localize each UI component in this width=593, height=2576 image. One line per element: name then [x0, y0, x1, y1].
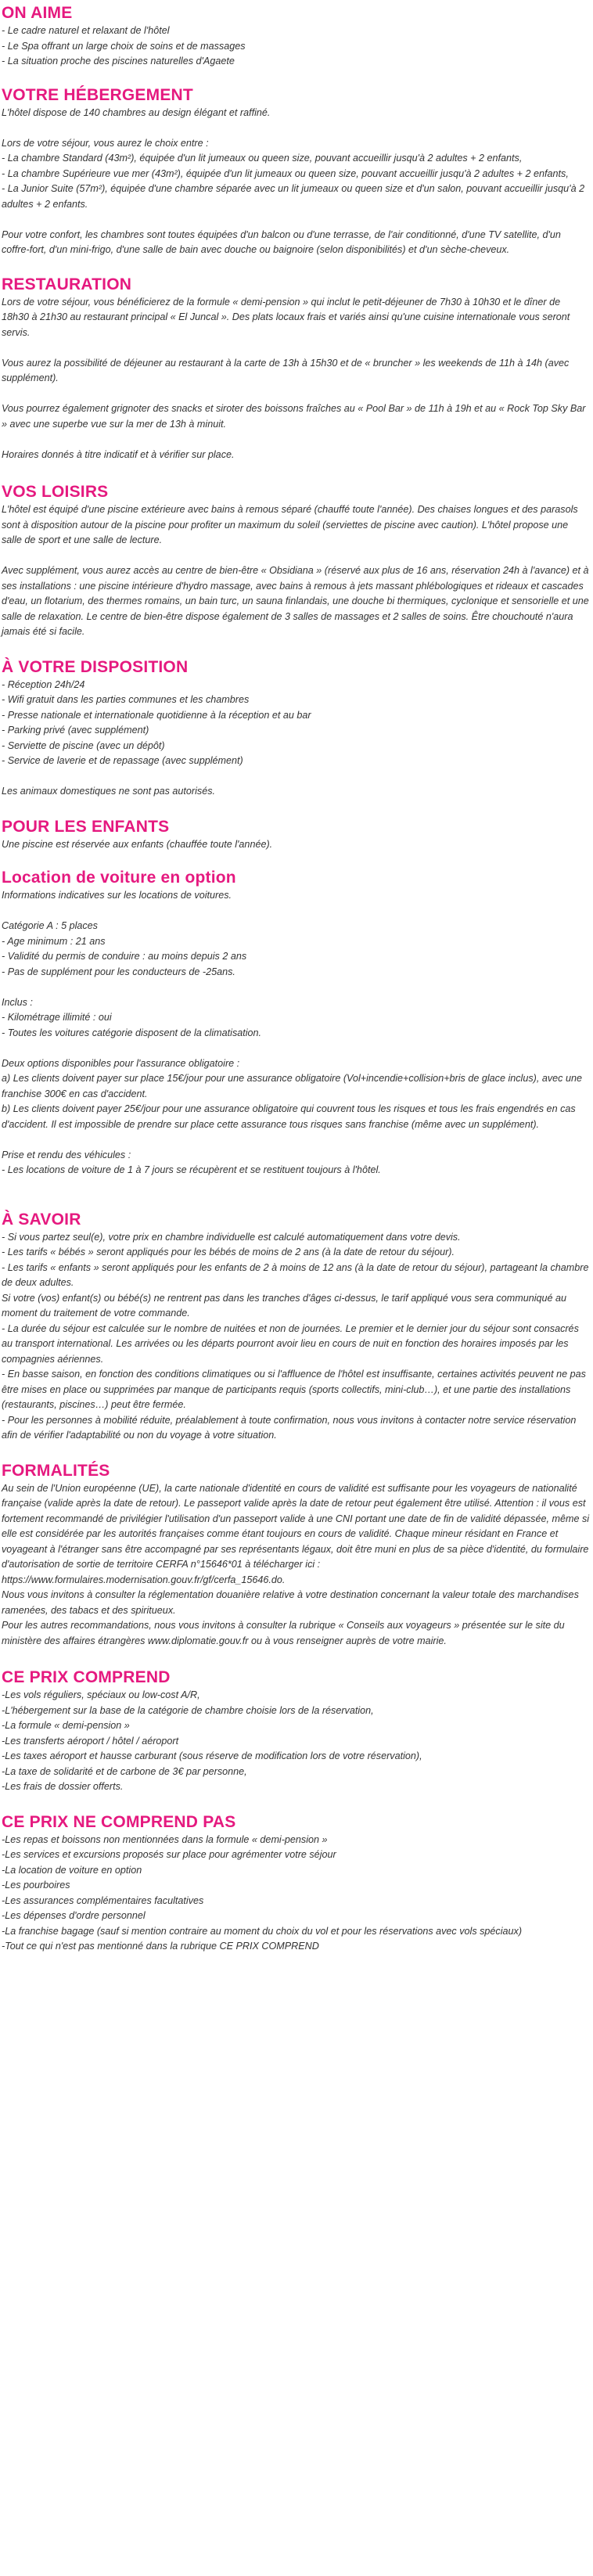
text-line: - Le cadre naturel et relaxant de l'hôtel [2, 25, 170, 36]
section-heading-formalites: FORMALITÉS [2, 1461, 110, 1480]
text-line: - Service de laverie et de repassage (avec supplément) [2, 755, 243, 766]
blank-line [2, 212, 590, 228]
section-heading-enfants: POUR LES ENFANTS [2, 817, 170, 836]
section-spacer [2, 1178, 590, 1210]
section-body-ne-comprend [2, 1833, 590, 1955]
text-line: a) Les clients doivent payer sur place 15€/jour pour une assurance obligatoire (Vol+incendie+collision+bris de glace inclus), avec une franchise 300€ en cas d'accident. [2, 1073, 582, 1099]
text-line: Lors de votre séjour, vous aurez le choix entre : [2, 137, 209, 149]
text-line: -Les dépenses d'ordre personnel [2, 1910, 146, 1921]
text-line: Vous aurez la possibilité de déjeuner au restaurant à la carte de 13h à 15h30 et de « bruncher » les weekends de 11h à 14h (avec supplément). [2, 357, 570, 383]
text-line: Avec supplément, vous aurez accès au centre de bien-être « Obsidiana » (réservé aux plus de 16 ans, réservation 24h à l'avance) et à ses installations : une piscine intérieure d'hydro massage, avec bains à remous à jets massant phlébologiques et rideaux et cascades d'eau, un flotarium, des thermes romains, un bain turc, un sauna finlandais, une douche bi thermiques, cyclonique et sensorielle et une salle de relaxation. Le centre de bien-être dispose également de 3 salles de massages et 2 salles de soins. Être chouchouté n'aura jamais été si facile. [2, 565, 589, 637]
section-spacer [2, 462, 590, 482]
section-ne-comprend [2, 1812, 590, 1955]
text-line: -Les services et excursions proposés sur place pour agrémenter votre séjour [2, 1849, 336, 1860]
section-spacer [2, 852, 590, 868]
section-heading-on-aime: ON AIME [2, 4, 73, 22]
section-location [2, 868, 590, 1210]
text-line: - Presse nationale et internationale quotidienne à la réception et au bar [2, 709, 311, 721]
section-spacer [2, 70, 590, 85]
text-line: L'hôtel dispose de 140 chambres au design élégant et raffiné. [2, 106, 271, 118]
text-line: - Les tarifs « bébés » seront appliqués pour les bébés de moins de 2 ans (à la date de retour du séjour). [2, 1247, 455, 1257]
blank-line [2, 1041, 590, 1056]
text-line: - La chambre Supérieure vue mer (43m²), équipée d'un lit jumeaux ou queen size, pouvant accueillir jusqu'à 2 adultes + 2 enfants, [2, 167, 569, 179]
text-line: - Réception 24h/24 [2, 678, 85, 690]
section-heading-location: Location de voiture en option [2, 869, 236, 887]
text-line: - En basse saison, en fonction des conditions climatiques ou si l'affluence de l'hôtel est insuffisante, certaines activités peuvent ne pas être mises en place ou supprimées par manque de participants requis (sports collectifs, mini-club…), et une partie des installations (restaurants, piscines…) peut être fermée. [2, 1369, 586, 1410]
blank-line [2, 980, 590, 995]
text-line: -Les transferts aéroport / hôtel / aéroport [2, 1735, 179, 1747]
section-body-comprend [2, 1688, 590, 1795]
blank-line [2, 769, 590, 785]
blank-line [2, 1132, 590, 1148]
text-line: - Pas de supplément pour les conducteurs de -25ans. [2, 966, 235, 977]
section-body-location [2, 888, 590, 1178]
text-line: b) Les clients doivent payer 25€/jour pour une assurance obligatoire qui couvrent tous les risques et tous les frais engendrés en cas d'accident. Il est impossible de prendre sur place cette assurance tous risques sans franchise (même avec un supplément). [2, 1103, 576, 1130]
section-spacer [2, 1649, 590, 1668]
section-heading-savoir: À SAVOIR [2, 1210, 81, 1229]
section-heading-loisirs: VOS LOISIRS [2, 483, 109, 501]
text-line: Une piscine est réservée aux enfants (chauffée toute l'année). [2, 838, 273, 850]
section-body-disposition [2, 678, 590, 800]
blank-line [2, 121, 590, 136]
text-line: - La durée du séjour est calculée sur le nombre de nuitées et non de journées. Le premier et le dernier jour du séjour sont consacrés au transport international. Les arrivées ou les départs pourront avoir lieu en cours de nuit en fonction des horaires imposés par les compagnies aériennes. [2, 1322, 579, 1365]
text-line: -Les pourboires [2, 1880, 70, 1891]
blank-line [2, 387, 590, 402]
text-line: Pour les autres recommandations, nous vous invitons à consulter la rubrique « Conseils aux voyageurs » présentée sur le site du ministère des affaires étrangères www.diplomatie.gouv.fr ou à vous renseigner auprès de votre mairie. [2, 1620, 565, 1646]
text-line: Catégorie A : 5 places [2, 920, 98, 931]
section-spacer [2, 640, 590, 657]
blank-line [2, 432, 590, 448]
section-heading-hebergement: VOTRE HÉBERGEMENT [2, 85, 193, 104]
text-line: -Les vols réguliers, spéciaux ou low-cost A/R, [2, 1689, 200, 1700]
text-line: - Parking privé (avec supplément) [2, 725, 149, 736]
section-body-hebergement [2, 106, 590, 258]
section-body-restauration [2, 295, 590, 463]
text-line: -Les assurances complémentaires facultatives [2, 1894, 204, 1906]
text-line: - Les locations de voiture de 1 à 7 jours se récupèrent et se restituent toujours à l'hôtel. [2, 1164, 381, 1175]
section-spacer [2, 1444, 590, 1461]
section-spacer [2, 1795, 590, 1812]
text-line: - Kilométrage illimité : oui [2, 1012, 112, 1023]
text-line: - Le Spa offrant un large choix de soins et de massages [2, 40, 246, 52]
text-line: Deux options disponibles pour l'assurance obligatoire : [2, 1057, 240, 1069]
text-line: - La situation proche des piscines naturelles d'Agaete [2, 56, 235, 67]
text-line: Nous vous invitons à consulter la réglementation douanière relative à votre destination concernant la valeur totale des marchandises ramenées, des tabacs et des spiritueux. [2, 1589, 579, 1616]
section-savoir [2, 1210, 590, 1461]
text-line: -La formule « demi-pension » [2, 1720, 130, 1731]
section-loisirs [2, 482, 590, 657]
text-line: Lors de votre séjour, vous bénéficierez de la formule « demi-pension » qui inclut le petit-déjeuner de 7h30 à 10h30 et le dîner de 18h30 à 21h30 au restaurant principal « El Juncal ». Des plats locaux frais et variés ainsi qu'une cuisine internationale vous seront servis. [2, 296, 570, 338]
text-line: -La taxe de solidarité et de carbone de 3€ par personne, [2, 1765, 247, 1777]
text-line: - Serviette de piscine (avec un dépôt) [2, 739, 165, 751]
text-line: Inclus : [2, 996, 33, 1008]
text-line: - La chambre Standard (43m²), équipée d'un lit jumeaux ou queen size, pouvant accueillir jusqu'à 2 adultes + 2 enfants, [2, 153, 523, 164]
blank-line [2, 904, 590, 919]
text-line: - Age minimum : 21 ans [2, 935, 106, 947]
section-disposition [2, 657, 590, 817]
text-line: - Si vous partez seul(e), votre prix en chambre individuelle est calculé automatiquement dans votre devis. [2, 1231, 461, 1243]
text-line: -Les repas et boissons non mentionnées dans la formule « demi-pension » [2, 1833, 328, 1845]
section-body-savoir [2, 1230, 590, 1444]
section-restauration [2, 275, 590, 483]
text-line: Au sein de l'Union européenne (UE), la carte nationale d'identité en cours de validité est suffisante pour les voyageurs de nationalité française (valide après la date de retour). Le passeport valide après la date de retour peut également être utilisé. Attention : il vous est fortement recommandé de privilégier l'utilisation d'un passeport valide à une CNI portant une date de fin de validité dépassée, même si elle est considérée par les autorités françaises comme étant toujours en cours de validité. Chaque mineur résidant en France et voyageant à l'étranger sans être accompagné par ses représentants légaux, doit être muni en plus de sa pièce d'identité, du formulaire d'autorisation de sortie de territoire CERFA n°15646*01 à télécharger ici : [2, 1482, 590, 1570]
section-spacer [2, 800, 590, 817]
text-line: L'hôtel est équipé d'une piscine extérieure avec bains à remous séparé (chauffé toute l'année). Des chaises longues et des parasols sont à disposition autour de la piscine pour profiter un maximum du soleil (serviettes de piscine avec caution). L'hôtel propose une salle de sport et une salle de lecture. [2, 504, 578, 545]
text-line: -La franchise bagage (sauf si mention contraire au moment du choix du vol et pour les réservations avec vols spéciaux) [2, 1925, 523, 1937]
section-body-enfants [2, 837, 590, 853]
text-line: Les animaux domestiques ne sont pas autorisés. [2, 786, 216, 797]
text-line: - Toutes les voitures catégorie disposent de la climatisation. [2, 1027, 262, 1038]
blank-line [2, 549, 590, 564]
section-body-on-aime [2, 23, 590, 70]
text-line: - La Junior Suite (57m²), équipée d'une chambre séparée avec un lit jumeaux ou queen size et d'un salon, pouvant accueillir jusqu'à 2 adultes + 2 enfants. [2, 183, 585, 210]
text-line: Vous pourrez également grignoter des snacks et siroter des boissons fraîches au « Pool Bar » de 11h à 19h et au « Rock Top Sky Bar » avec une superbe vue sur la mer de 13h à minuit. [2, 403, 586, 430]
section-on-aime [2, 3, 590, 85]
section-heading-restauration: RESTAURATION [2, 275, 132, 293]
text-line: - Pour les personnes à mobilité réduite, préalablement à toute confirmation, nous vous invitons à contacter notre service réservation afin de vérifier l'adaptabilité ou non du voyage à votre situation. [2, 1414, 577, 1441]
section-heading-comprend: CE PRIX COMPREND [2, 1668, 171, 1686]
text-line: -Les frais de dossier offerts. [2, 1781, 124, 1792]
text-line: Prise et rendu des véhicules : [2, 1149, 131, 1160]
section-comprend [2, 1668, 590, 1812]
section-body-loisirs [2, 502, 590, 640]
text-line: Si votre (vos) enfant(s) ou bébé(s) ne rentrent pas dans les tranches d'âges ci-dessus, le tarif appliqué vous sera communiqué au moment du traitement de votre commande. [2, 1292, 567, 1319]
blank-line [2, 340, 590, 356]
text-line: -L'hébergement sur la base de la catégorie de chambre choisie lors de la réservation, [2, 1704, 374, 1716]
section-spacer [2, 258, 590, 275]
text-line: - Les tarifs « enfants » seront appliqués pour les enfants de 2 à moins de 12 ans (à la date de retour du séjour), partageant la chambre de deux adultes. [2, 1261, 589, 1288]
text-line: - Validité du permis de conduire : au moins depuis 2 ans [2, 951, 247, 962]
text-line: Informations indicatives sur les locations de voitures. [2, 890, 232, 901]
section-hebergement [2, 85, 590, 275]
text-line: -La location de voiture en option [2, 1864, 142, 1876]
text-line: Horaires donnés à titre indicatif et à vérifier sur place. [2, 448, 235, 460]
text-line[interactable]: https://www.formulaires.modernisation.gouv.fr/gf/cerfa_15646.do. [2, 1574, 286, 1585]
text-line: Pour votre confort, les chambres sont toutes équipées d'un balcon ou d'une terrasse, de l'air conditionné, d'une TV satellite, d'un coffre-fort, d'un mini-frigo, d'une salle de bain avec douche ou baignoire (selon disponibilités) et d'un sèche-cheveux. [2, 228, 561, 255]
text-line: -Les taxes aéroport et hausse carburant (sous réserve de modification lors de votre réservation), [2, 1750, 422, 1761]
section-heading-disposition: À VOTRE DISPOSITION [2, 657, 189, 676]
text-line: - Wifi gratuit dans les parties communes et les chambres [2, 694, 250, 705]
section-formalites [2, 1461, 590, 1668]
section-enfants [2, 817, 590, 869]
section-heading-ne-comprend: CE PRIX NE COMPREND PAS [2, 1812, 236, 1831]
section-body-formalites [2, 1481, 590, 1650]
text-line: -Tout ce qui n'est pas mentionné dans la rubrique CE PRIX COMPREND [2, 1941, 319, 1952]
